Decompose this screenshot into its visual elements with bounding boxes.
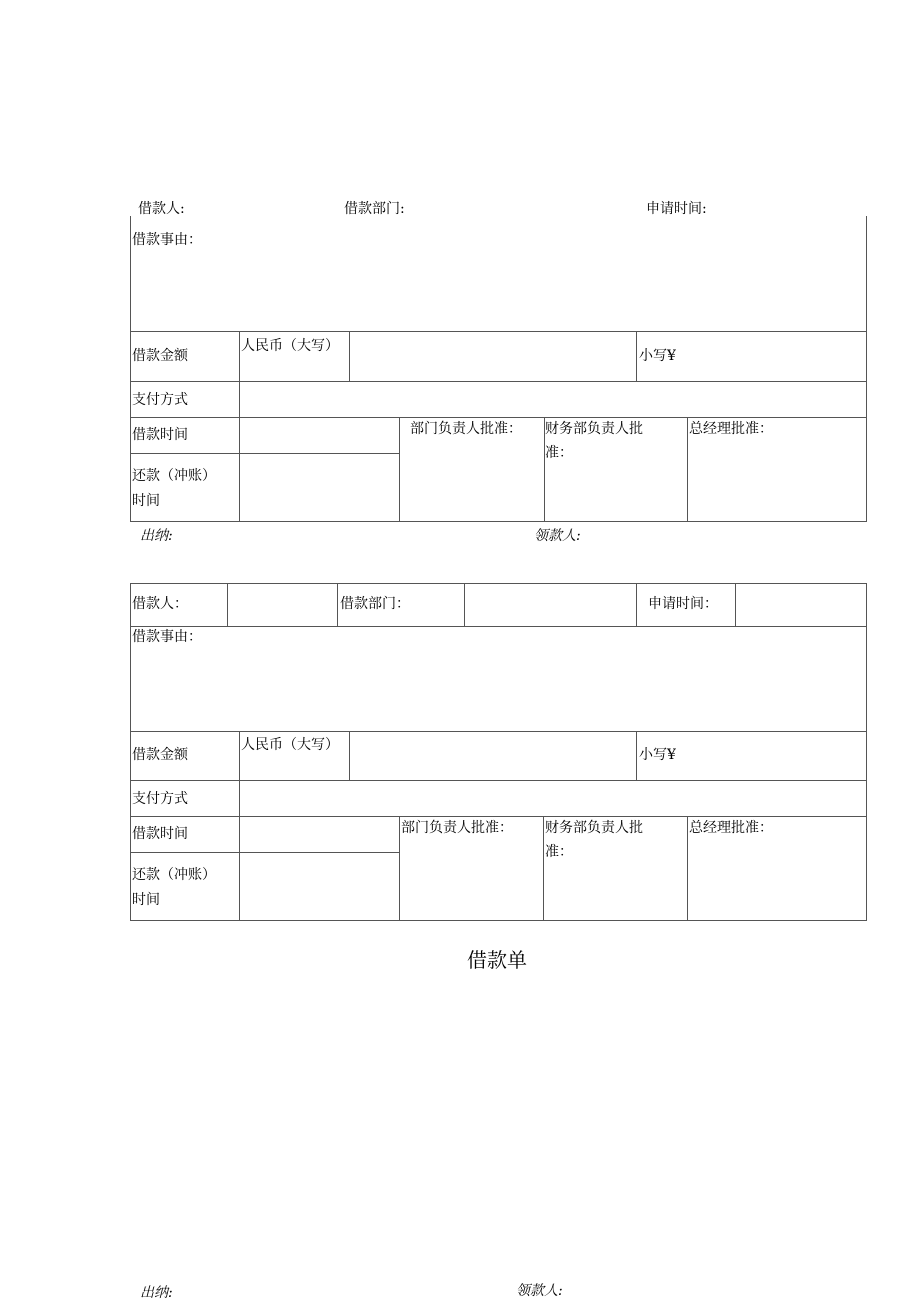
lower-amount-label: 小写¥ xyxy=(639,747,676,763)
lower-amount-label: 小写¥ xyxy=(639,348,676,364)
row-divider xyxy=(130,521,867,522)
dept-approval-label: 部门负责人批准： xyxy=(410,421,522,437)
finance-approval-label-1: 财务部负责人批 xyxy=(545,820,643,836)
borrower-label: 借款人: xyxy=(138,201,185,217)
reason-field[interactable] xyxy=(131,255,866,330)
reason-field[interactable] xyxy=(131,652,866,730)
payment-method-field[interactable] xyxy=(240,382,866,417)
payment-method-label: 支付方式 xyxy=(132,791,188,807)
finance-approval-label-2: 准： xyxy=(545,844,573,860)
repay-time-label-2: 时间 xyxy=(132,892,160,908)
col-divider xyxy=(636,731,637,780)
dept-approval-label: 部门负责人批准： xyxy=(401,820,513,836)
gm-approval-label: 总经理批准： xyxy=(689,820,773,836)
recipient-label: 领款人: xyxy=(534,528,581,544)
border-right xyxy=(866,583,867,921)
reason-label: 借款事由： xyxy=(132,232,202,248)
payment-method-field[interactable] xyxy=(240,781,866,816)
border-right xyxy=(866,216,867,522)
borrower-field[interactable] xyxy=(228,584,337,626)
finance-approval-label-1: 财务部负责人批 xyxy=(545,421,643,437)
amount-label: 借款金额 xyxy=(132,747,188,763)
col-divider xyxy=(636,583,637,626)
col-divider xyxy=(687,816,688,920)
amount-label: 借款金额 xyxy=(132,348,188,364)
finance-approval-label-2: 准： xyxy=(545,445,573,461)
cashier-label: 出纳: xyxy=(140,528,173,544)
department-label: 借款部门： xyxy=(340,596,410,612)
borrower-label: 借款人： xyxy=(132,596,188,612)
loan-time-field[interactable] xyxy=(240,418,399,453)
loan-time-label: 借款时间 xyxy=(132,427,188,443)
col-divider xyxy=(337,583,338,626)
rmb-upper-label: 人民币（大写） xyxy=(241,737,339,753)
repay-time-field[interactable] xyxy=(240,454,399,521)
department-label: 借款部门: xyxy=(344,201,405,217)
repay-time-label-1: 还款（冲账） xyxy=(132,468,216,484)
repay-time-label-2: 时间 xyxy=(132,493,160,509)
apply-time-label: 申请时间： xyxy=(648,596,718,612)
rmb-upper-label: 人民币（大写） xyxy=(241,338,339,354)
recipient-label-2: 领款人: xyxy=(516,1283,563,1299)
gm-approval-label: 总经理批准： xyxy=(689,421,773,437)
payment-method-label: 支付方式 xyxy=(132,392,188,408)
repay-time-label-1: 还款（冲账） xyxy=(132,867,216,883)
cashier-label-2: 出纳: xyxy=(140,1285,173,1301)
rmb-upper-field[interactable] xyxy=(350,732,636,780)
col-divider xyxy=(399,816,400,920)
col-divider xyxy=(636,331,637,381)
apply-time-label: 申请时间: xyxy=(646,201,707,217)
repay-time-field[interactable] xyxy=(240,853,399,920)
loan-time-label: 借款时间 xyxy=(132,826,188,842)
border-bottom xyxy=(130,920,867,921)
row-divider xyxy=(130,626,867,627)
apply-time-field[interactable] xyxy=(736,584,866,626)
reason-label: 借款事由： xyxy=(132,629,202,645)
page-title: 借款单 xyxy=(467,948,527,972)
col-divider xyxy=(399,417,400,521)
col-divider xyxy=(687,417,688,521)
border-left xyxy=(130,583,131,921)
col-divider xyxy=(543,816,544,920)
department-field[interactable] xyxy=(465,584,636,626)
rmb-upper-field[interactable] xyxy=(350,332,636,381)
loan-time-field[interactable] xyxy=(240,817,399,852)
